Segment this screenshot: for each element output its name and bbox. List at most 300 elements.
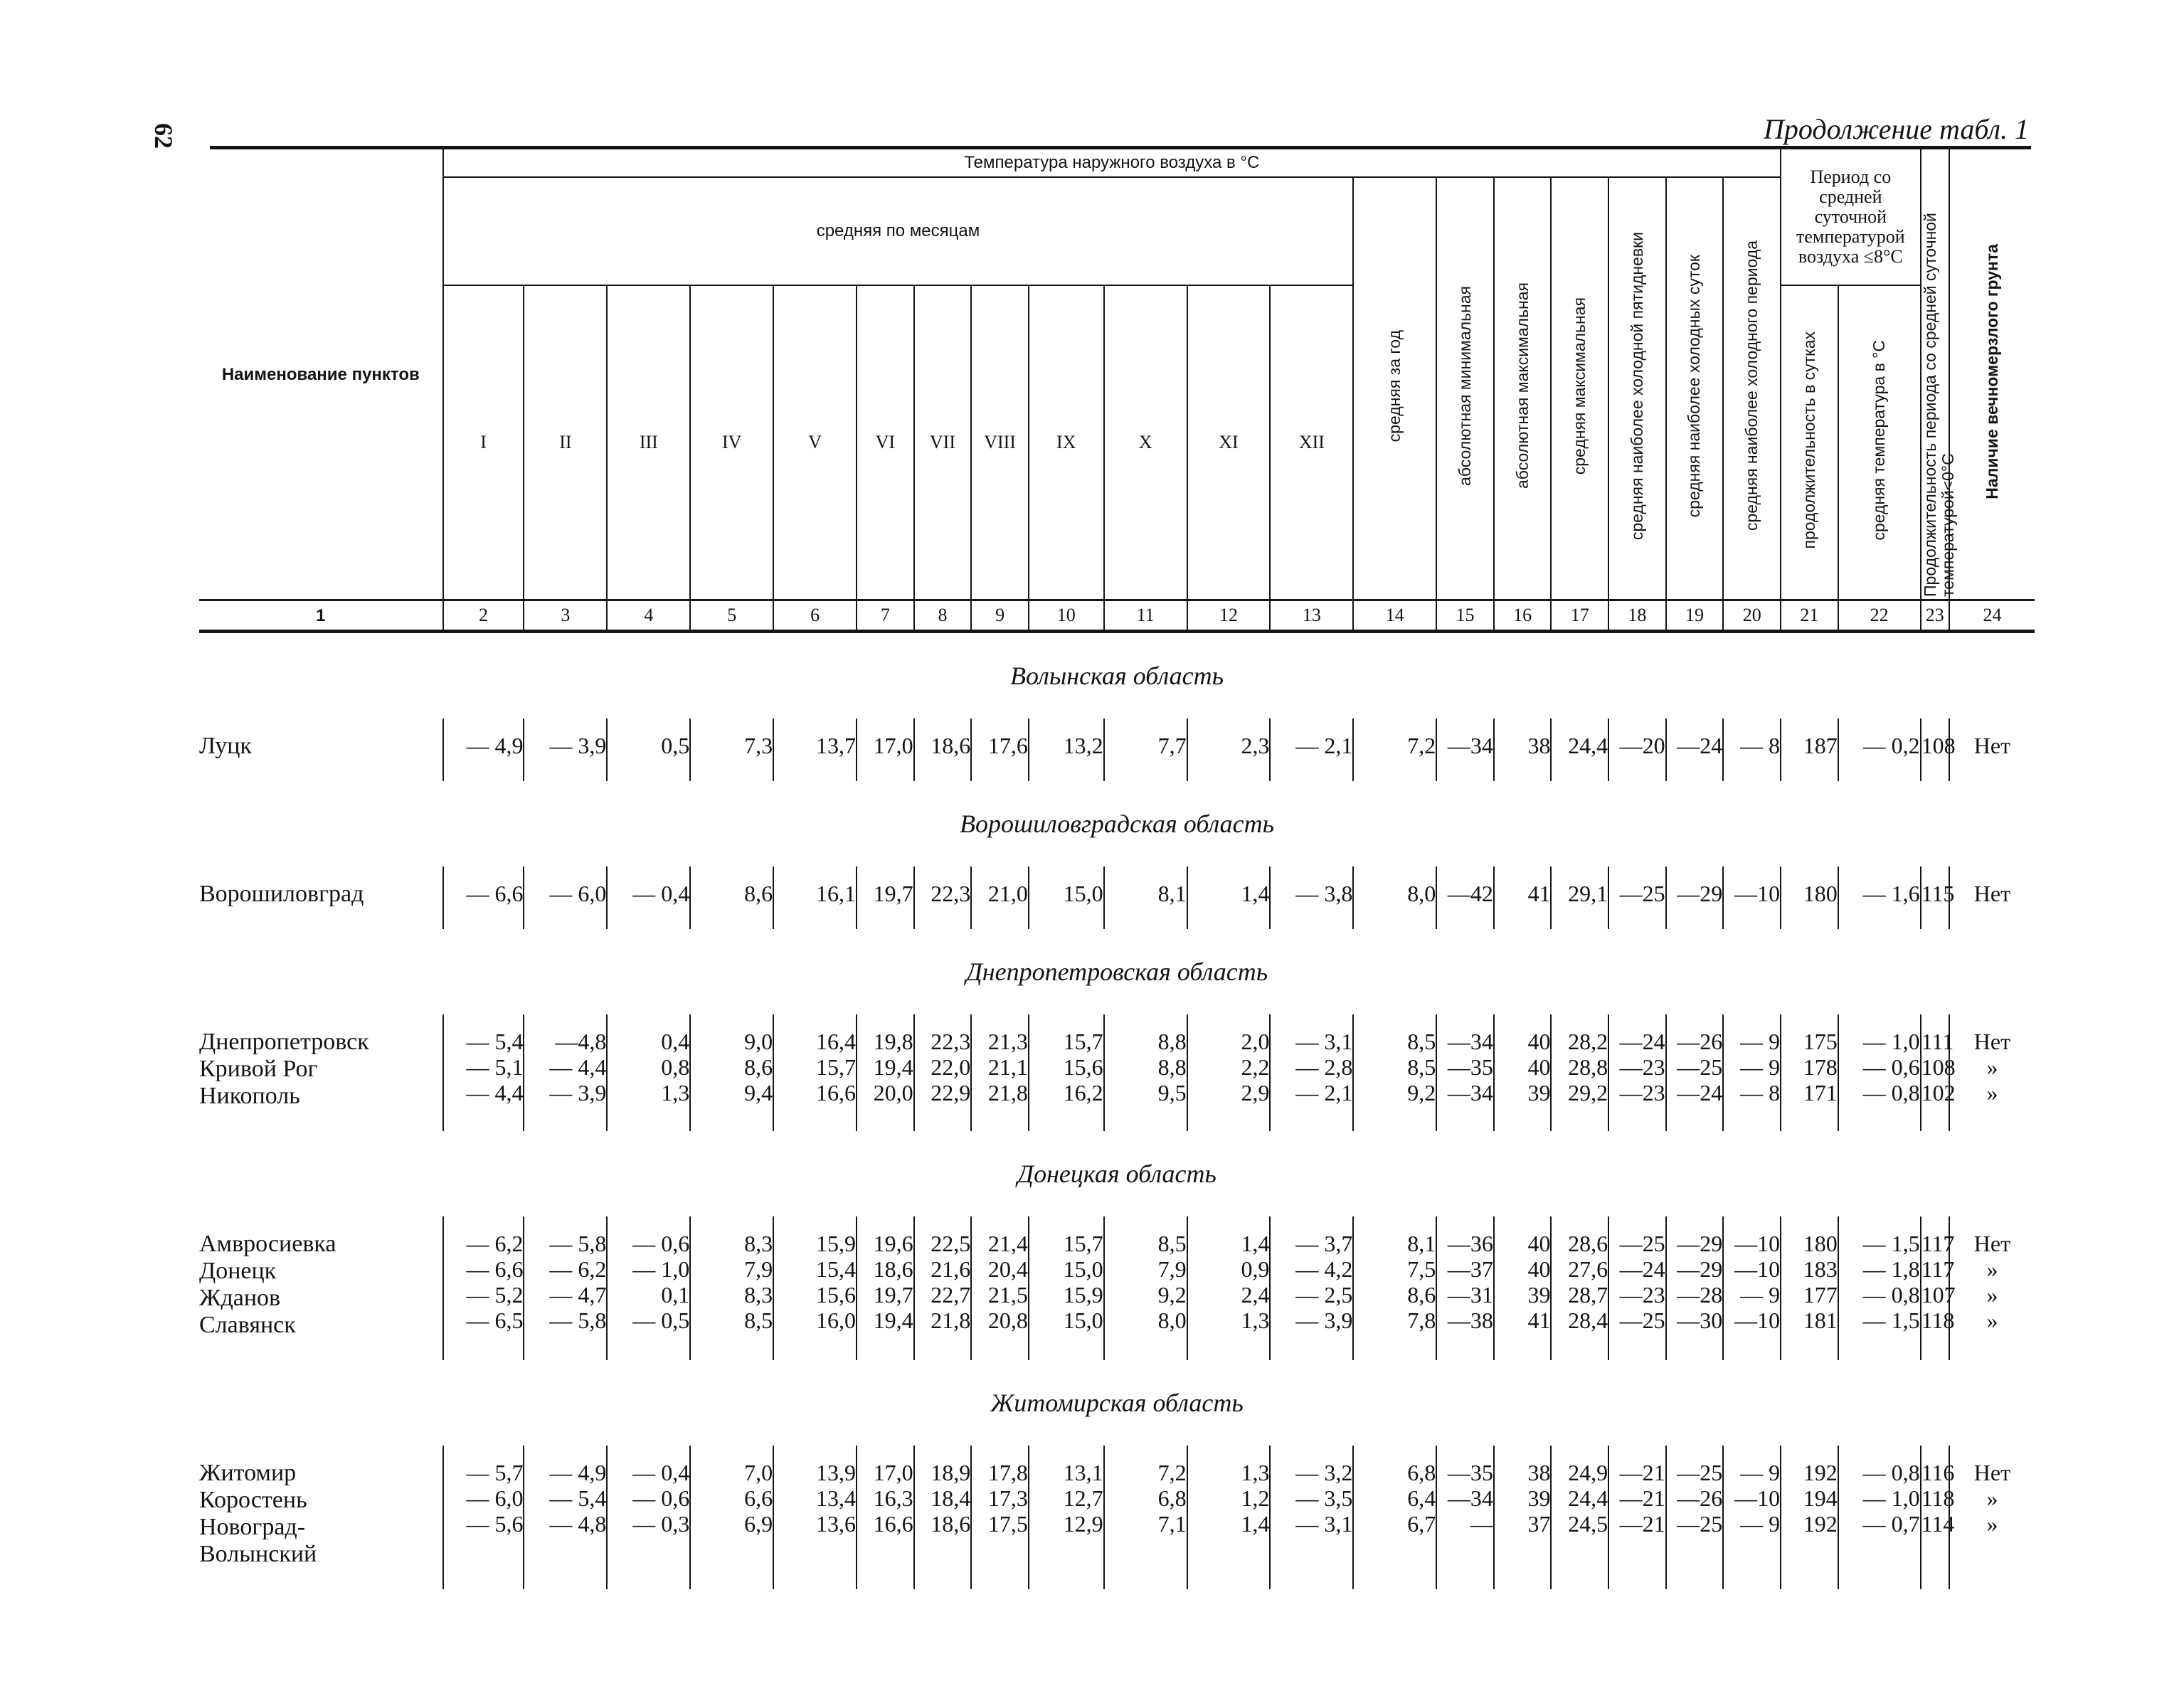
column-number-1: 1 (199, 600, 443, 632)
value: 40 (1527, 1231, 1551, 1256)
climate-table (199, 149, 2035, 1589)
value-cell-col-11 (1104, 1446, 1187, 1589)
value: 1,4 (1241, 881, 1270, 906)
value: 8,6 (1407, 1282, 1436, 1308)
value: 7,2 (1407, 733, 1436, 758)
value: 17,0 (873, 733, 913, 758)
column-number-17: 17 (1551, 600, 1608, 632)
value-cell-col-4 (607, 1014, 690, 1131)
value-cell-col-5 (690, 866, 773, 929)
value-cell-col-8 (914, 1446, 972, 1589)
value: 28,4 (1568, 1308, 1608, 1333)
value: — 1,0 (1862, 1485, 1920, 1511)
value-cell-col-8 (914, 866, 972, 929)
value: — 2,1 (1295, 1080, 1353, 1105)
region-title: Житомирская область (990, 1389, 1244, 1417)
value-cell-col-22 (1838, 1216, 1921, 1360)
value-cell-col-23 (1921, 866, 1955, 929)
value: 0,1 (661, 1282, 690, 1308)
value-cell-col-7 (857, 718, 914, 781)
value-cell-col-3 (524, 1446, 607, 1589)
header-annual-3-text: средняя максимальная (1570, 297, 1589, 475)
value: 18,9 (931, 1460, 971, 1485)
value: —30 (1677, 1308, 1723, 1333)
header-temp-group: Температура наружного воздуха в °С (443, 149, 1781, 177)
station-name: Днепропетровск (199, 1029, 369, 1055)
value: —37 (1447, 1256, 1493, 1282)
value: 8,3 (744, 1231, 773, 1256)
value: — 9 (1740, 1460, 1781, 1485)
value: —25 (1677, 1511, 1723, 1537)
value-cell-col-19 (1666, 718, 1724, 781)
column-number-2: 2 (443, 600, 524, 632)
value-cell-col-21 (1781, 718, 1838, 781)
month-header-9: IX (1029, 285, 1104, 600)
value-cell-col-14 (1353, 1014, 1436, 1131)
value: —10 (1734, 1485, 1781, 1511)
value: 102 (1921, 1080, 1956, 1105)
column-number-13: 13 (1270, 600, 1353, 632)
value-cell-col-5 (690, 1014, 773, 1131)
value: 7,9 (1157, 1256, 1187, 1282)
value: —29 (1677, 1231, 1723, 1256)
value: 15,4 (816, 1256, 857, 1282)
header-monthly-group: средняя по месяцам (443, 177, 1354, 285)
value: — 2,1 (1295, 733, 1353, 758)
station-name: Славянск (199, 1312, 296, 1338)
permafrost-value: Нет (1973, 881, 2011, 906)
value: 19,4 (873, 1308, 913, 1333)
value: 22,3 (931, 881, 971, 906)
value: 28,6 (1568, 1231, 1608, 1256)
value: — 6,5 (466, 1308, 524, 1333)
value-cell-col-7 (857, 1446, 914, 1589)
column-number-10: 10 (1029, 600, 1104, 632)
value: —38 (1447, 1308, 1493, 1333)
column-number-12: 12 (1187, 600, 1271, 632)
value: —23 (1619, 1054, 1665, 1080)
header-annual-1 (1436, 177, 1494, 600)
station-names-cell (199, 866, 443, 929)
value-cell-col-11 (1104, 718, 1187, 781)
value: 21,0 (987, 881, 1028, 906)
value: —25 (1677, 1460, 1723, 1485)
value: — 3,7 (1295, 1231, 1353, 1256)
value: — 6,6 (466, 1256, 524, 1282)
value: — 1,8 (1862, 1256, 1920, 1282)
value: 2,4 (1241, 1282, 1270, 1308)
value: — 0,3 (632, 1511, 690, 1537)
table-continuation-caption: Продолжение табл. 1 (1763, 113, 2029, 145)
value: 1,3 (661, 1080, 690, 1105)
value-cell-col-18 (1608, 866, 1666, 929)
value-cell-col-8 (914, 718, 972, 781)
value: — 1,0 (1862, 1029, 1920, 1054)
value: 8,6 (744, 1054, 773, 1080)
value: 7,9 (744, 1256, 773, 1282)
header-permafrost-text: Наличие вечномерзлого грунта (1982, 244, 2001, 499)
value: — 1,5 (1862, 1308, 1920, 1333)
value-cell-col-3 (524, 1216, 607, 1360)
value: —31 (1447, 1282, 1493, 1308)
value: —35 (1447, 1460, 1493, 1485)
value: — 4,9 (466, 733, 524, 758)
value: 40 (1527, 1256, 1551, 1282)
value-cell-col-22 (1838, 1446, 1921, 1589)
value: 178 (1803, 1054, 1838, 1080)
value-cell-col-12 (1187, 1446, 1271, 1589)
permafrost-cell (1949, 1216, 2035, 1360)
region-title: Волынская область (1010, 662, 1224, 690)
value-cell-col-10 (1029, 866, 1104, 929)
value-cell-col-3 (524, 1014, 607, 1131)
value-cell-col-7 (857, 1216, 914, 1360)
header-period-group: Период со средней суточной температурой воздуха ≤8°С (1781, 149, 1921, 285)
column-number-15: 15 (1436, 600, 1494, 632)
value: 108 (1921, 1054, 1956, 1080)
value: —35 (1447, 1054, 1493, 1080)
value: 15,7 (1063, 1029, 1103, 1054)
header-annual-5 (1666, 177, 1724, 600)
value: — 4,4 (549, 1054, 607, 1080)
value-cell-col-21 (1781, 1014, 1838, 1131)
value: 8,0 (1157, 1308, 1187, 1333)
permafrost-value: Нет (1973, 1029, 2011, 1054)
month-header-1: I (443, 285, 524, 600)
value-cell-col-18 (1608, 1216, 1666, 1360)
value: —26 (1677, 1485, 1723, 1511)
value: 18,6 (873, 1256, 913, 1282)
month-header-4: IV (690, 285, 773, 600)
region-data-row (199, 1446, 2035, 1589)
value: 177 (1803, 1282, 1838, 1308)
station-name: Никополь (199, 1083, 300, 1109)
value-cell-col-12 (1187, 1014, 1271, 1131)
value: 16,4 (816, 1029, 857, 1054)
value: —29 (1677, 881, 1723, 906)
value: 2,3 (1241, 733, 1270, 758)
value: 192 (1803, 1511, 1838, 1537)
value-cell-col-22 (1838, 866, 1921, 929)
value: — 9 (1740, 1029, 1781, 1054)
value-cell-col-20 (1723, 1446, 1781, 1589)
value: —25 (1619, 1308, 1665, 1333)
value: 8,0 (1407, 881, 1436, 906)
value: —25 (1619, 1231, 1665, 1256)
value-cell-col-9 (971, 1446, 1029, 1589)
value: 19,7 (873, 1282, 913, 1308)
value-cell-col-21 (1781, 1216, 1838, 1360)
value: 17,6 (987, 733, 1028, 758)
value: 8,5 (1407, 1029, 1436, 1054)
value: 8,1 (1157, 881, 1187, 906)
value: 15,0 (1063, 881, 1103, 906)
value: —36 (1447, 1231, 1493, 1256)
value: — (1470, 1511, 1493, 1537)
value: 7,3 (744, 733, 773, 758)
permafrost-value: » (1986, 1511, 1998, 1537)
value-cell-col-7 (857, 866, 914, 929)
value: 15,7 (816, 1054, 857, 1080)
value: 0,4 (661, 1029, 690, 1054)
station-names-cell (199, 1014, 443, 1131)
value: 28,8 (1568, 1054, 1608, 1080)
value-cell-col-18 (1608, 718, 1666, 781)
value: 41 (1527, 1308, 1551, 1333)
value: — 2,8 (1295, 1054, 1353, 1080)
month-header-6: VI (857, 285, 914, 600)
value: —26 (1677, 1029, 1723, 1054)
value: 15,6 (1063, 1054, 1103, 1080)
value: 15,9 (816, 1231, 857, 1256)
value-cell-col-12 (1187, 866, 1271, 929)
value: 20,8 (987, 1308, 1028, 1333)
header-annual-6-text: средняя наиболее холодного периода (1742, 240, 1761, 531)
value-cell-col-23 (1921, 1446, 1955, 1589)
station-names-cell (199, 1216, 443, 1360)
value: — 5,1 (466, 1054, 524, 1080)
value-cell-col-16 (1494, 718, 1552, 781)
value: 40 (1527, 1029, 1551, 1054)
value: —10 (1734, 1308, 1781, 1333)
value: — 1,5 (1862, 1231, 1920, 1256)
value-cell-col-9 (971, 1014, 1029, 1131)
value-cell-col-14 (1353, 1216, 1436, 1360)
value: 192 (1803, 1460, 1838, 1485)
value: 1,4 (1241, 1511, 1270, 1537)
value: — 6,2 (549, 1256, 607, 1282)
value: — 3,1 (1295, 1511, 1353, 1537)
value-cell-col-20 (1723, 1216, 1781, 1360)
value-cell-col-12 (1187, 718, 1271, 781)
value-cell-col-6 (773, 1446, 857, 1589)
value: — 0,6 (632, 1485, 690, 1511)
value: — 6,2 (466, 1231, 524, 1256)
value-cell-col-14 (1353, 718, 1436, 781)
permafrost-value: Нет (1973, 733, 2011, 758)
header-permafrost (1949, 149, 2035, 600)
value: 21,8 (987, 1080, 1028, 1105)
column-number-11: 11 (1104, 600, 1187, 632)
value-cell-col-14 (1353, 866, 1436, 929)
header-annual-1-text: абсолютная минимальная (1456, 286, 1475, 486)
value: 1,4 (1241, 1231, 1270, 1256)
month-header-2: II (524, 285, 607, 600)
value-cell-col-16 (1494, 1446, 1552, 1589)
value: —34 (1447, 733, 1493, 758)
value: 115 (1921, 881, 1955, 906)
value: 8,3 (744, 1282, 773, 1308)
region-title-row (199, 781, 2035, 866)
value: 39 (1527, 1485, 1551, 1511)
value: — 0,4 (632, 881, 690, 906)
value: — 5,7 (466, 1460, 524, 1485)
value: 6,6 (744, 1485, 773, 1511)
value: —24 (1677, 733, 1723, 758)
value: — 3,9 (1295, 1308, 1353, 1333)
value-cell-col-5 (690, 1216, 773, 1360)
value-cell-col-6 (773, 718, 857, 781)
value-cell-col-7 (857, 1014, 914, 1131)
value: 180 (1803, 881, 1838, 906)
value: — 0,7 (1862, 1511, 1920, 1537)
region-title: Ворошиловградская область (959, 810, 1275, 838)
column-number-4: 4 (607, 600, 690, 632)
header-annual-2-text: абсолютная максимальная (1512, 282, 1532, 489)
column-number-22: 22 (1838, 600, 1921, 632)
value: 8,1 (1407, 1231, 1436, 1256)
value: — 0,8 (1862, 1282, 1920, 1308)
value: 15,6 (816, 1282, 857, 1308)
value-cell-col-22 (1838, 718, 1921, 781)
value-cell-col-19 (1666, 866, 1724, 929)
value: 6,8 (1407, 1460, 1436, 1485)
value: 117 (1921, 1256, 1955, 1282)
value-cell-col-15 (1436, 1216, 1494, 1360)
value: — 5,8 (549, 1231, 607, 1256)
value: 17,0 (873, 1460, 913, 1485)
permafrost-value: » (1986, 1080, 1998, 1105)
region-title-row (199, 1131, 2035, 1216)
value: 21,5 (987, 1282, 1028, 1308)
value: 0,9 (1241, 1256, 1270, 1282)
value: 41 (1527, 881, 1551, 906)
value-cell-col-17 (1551, 718, 1608, 781)
value: — 0,8 (1862, 1080, 1920, 1105)
value: 107 (1921, 1282, 1956, 1308)
value: — 3,9 (549, 733, 607, 758)
value-cell-col-20 (1723, 1014, 1781, 1131)
header-annual-0-text: средняя за год (1385, 329, 1404, 442)
value: 17,3 (987, 1485, 1028, 1511)
station-name: Коростень (199, 1487, 307, 1513)
value: —21 (1619, 1511, 1665, 1537)
value-cell-col-5 (690, 718, 773, 781)
value: 9,4 (744, 1080, 773, 1105)
value-cell-col-17 (1551, 1014, 1608, 1131)
value: — 0,4 (632, 1460, 690, 1485)
value: — 4,4 (466, 1080, 524, 1105)
value: 24,4 (1568, 733, 1608, 758)
value: 20,0 (873, 1080, 913, 1105)
header-period-1-text: средняя температура в °С (1870, 339, 1889, 541)
value: 12,9 (1063, 1511, 1103, 1537)
value: 6,9 (744, 1511, 773, 1537)
value: 22,9 (931, 1080, 971, 1105)
permafrost-value: » (1986, 1485, 1998, 1511)
value-cell-col-20 (1723, 866, 1781, 929)
column-number-24: 24 (1949, 600, 2035, 632)
value: 9,5 (1157, 1080, 1187, 1105)
permafrost-value: » (1986, 1308, 1998, 1333)
value-cell-col-17 (1551, 866, 1608, 929)
permafrost-value: » (1986, 1256, 1998, 1282)
value: 37 (1527, 1511, 1551, 1537)
station-name: Амвросиевка (199, 1231, 336, 1257)
value-cell-col-17 (1551, 1216, 1608, 1360)
value: 24,4 (1568, 1485, 1608, 1511)
value: 19,4 (873, 1054, 913, 1080)
station-name: Житомир (199, 1460, 297, 1486)
value: 28,2 (1568, 1029, 1608, 1054)
region-data-row (199, 718, 2035, 781)
value: —21 (1619, 1460, 1665, 1485)
value-cell-col-18 (1608, 1446, 1666, 1589)
value: — 5,2 (466, 1282, 524, 1308)
value: —42 (1447, 881, 1493, 906)
value-cell-col-11 (1104, 1014, 1187, 1131)
value-cell-col-13 (1270, 1446, 1353, 1589)
value: 13,6 (816, 1511, 857, 1537)
station-name: Ворошиловград (199, 881, 364, 907)
value: —29 (1677, 1256, 1723, 1282)
region-title-row (199, 929, 2035, 1014)
value: 7,1 (1157, 1511, 1187, 1537)
value-cell-col-9 (971, 1216, 1029, 1360)
value: 6,7 (1407, 1511, 1436, 1537)
permafrost-cell (1949, 866, 2035, 929)
value: 1,3 (1241, 1460, 1270, 1485)
value: 8,8 (1157, 1054, 1187, 1080)
column-number-18: 18 (1608, 600, 1666, 632)
month-header-7: VII (914, 285, 972, 600)
value: — 5,4 (549, 1485, 607, 1511)
value-cell-col-23 (1921, 718, 1956, 781)
value: 24,9 (1568, 1460, 1608, 1485)
value: 22,3 (931, 1029, 971, 1054)
value: 7,8 (1407, 1308, 1436, 1333)
value-cell-col-16 (1494, 866, 1552, 929)
value: —34 (1447, 1485, 1493, 1511)
value-cell-col-2 (443, 1446, 524, 1589)
value: — 3,1 (1295, 1029, 1353, 1054)
value: 21,1 (987, 1054, 1028, 1080)
value-cell-col-21 (1781, 1446, 1838, 1589)
value-cell-col-18 (1608, 1014, 1666, 1131)
value-cell-col-13 (1270, 866, 1353, 929)
value-cell-col-13 (1270, 1014, 1353, 1131)
value: 117 (1921, 1231, 1955, 1256)
value: — 3,9 (549, 1080, 607, 1105)
station-names-cell (199, 1446, 443, 1589)
value-cell-col-19 (1666, 1446, 1724, 1589)
month-header-5: V (773, 285, 857, 600)
value: 7,7 (1157, 733, 1187, 758)
value-cell-col-5 (690, 1446, 773, 1589)
value: 22,5 (931, 1231, 971, 1256)
value: 8,8 (1157, 1029, 1187, 1054)
column-number-6: 6 (773, 600, 857, 632)
value: 18,6 (931, 733, 971, 758)
value-cell-col-22 (1838, 1014, 1921, 1131)
value: 8,5 (1407, 1054, 1436, 1080)
station-names-cell (199, 718, 443, 781)
value: — 5,6 (466, 1511, 524, 1537)
value: 116 (1921, 1460, 1955, 1485)
climate-table-wrap (199, 149, 2035, 1589)
permafrost-cell (1949, 1446, 2035, 1589)
value: 8,6 (744, 881, 773, 906)
value-cell-col-4 (607, 1216, 690, 1360)
value: —20 (1619, 733, 1665, 758)
value: 181 (1803, 1308, 1838, 1333)
value: 13,4 (816, 1485, 857, 1511)
station-name: Жданов (199, 1285, 281, 1311)
value: — 6,0 (466, 1485, 524, 1511)
header-annual-4-text: средняя наиболее холодной пятидневки (1627, 231, 1646, 541)
value-cell-col-4 (607, 866, 690, 929)
value: — 1,0 (632, 1256, 690, 1282)
